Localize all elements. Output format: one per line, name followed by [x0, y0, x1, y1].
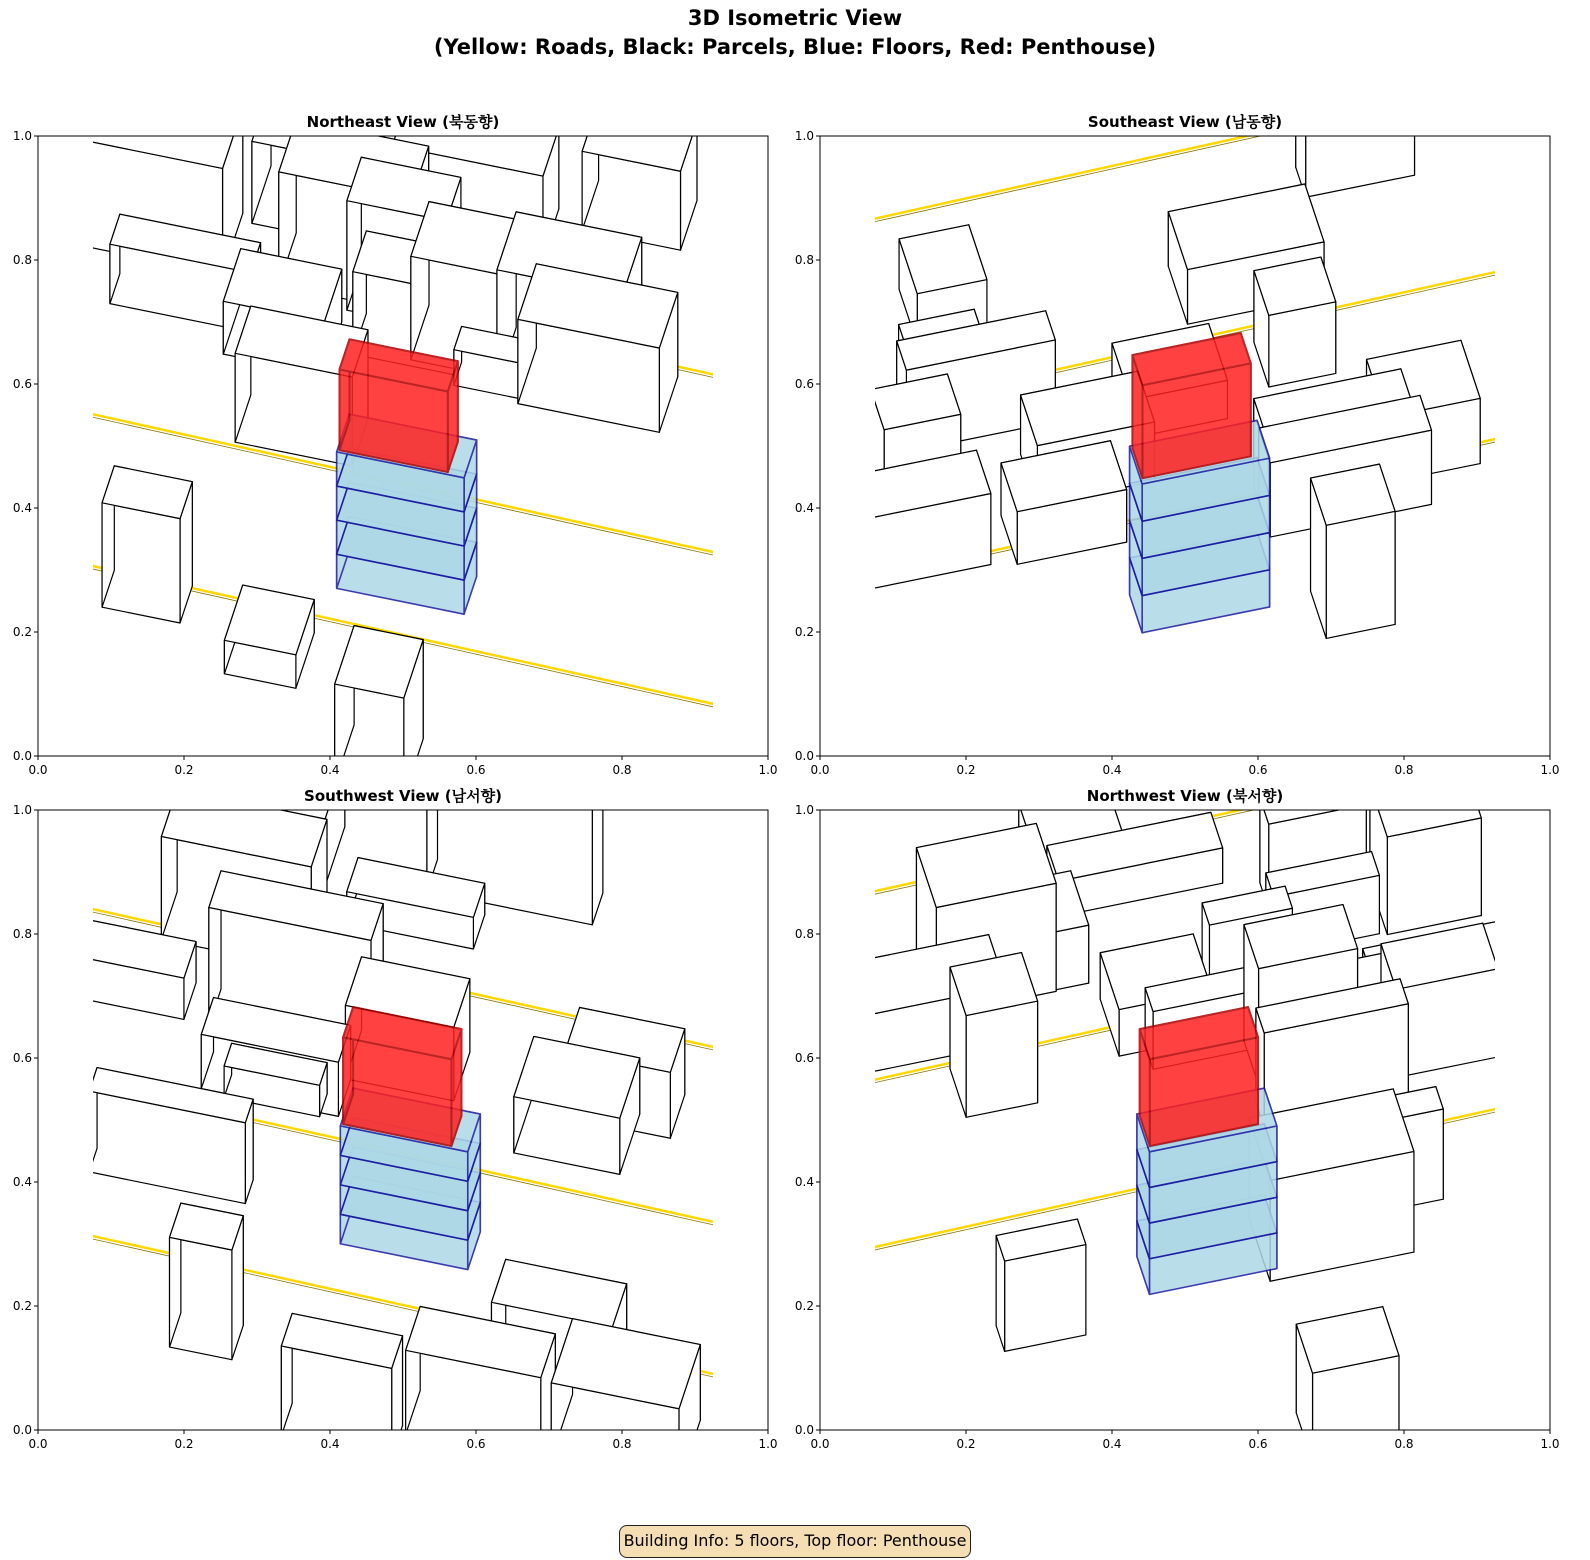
- y-tick-label: 0.4: [12, 501, 32, 515]
- x-tick-label: 0.0: [810, 763, 830, 777]
- y-tick-label: 0.4: [12, 1175, 32, 1189]
- penthouse-block: [1132, 333, 1250, 478]
- parcel-building: [281, 1313, 402, 1458]
- x-tick-label: 0.4: [320, 763, 340, 777]
- parcel-building: [518, 264, 678, 433]
- x-tick-label: 0.6: [466, 763, 486, 777]
- parcel-building: [582, 102, 697, 250]
- y-tick-label: 0.0: [794, 1423, 814, 1437]
- y-tick-label: 1.0: [12, 803, 32, 817]
- x-tick-label: 0.8: [612, 763, 632, 777]
- y-tick-label: 1.0: [794, 129, 814, 143]
- parcel-building: [1311, 464, 1396, 638]
- parcel-building: [102, 466, 192, 623]
- y-tick-label: 0.4: [794, 1175, 814, 1189]
- parcel-building: [1254, 257, 1336, 387]
- view-panel-4: [795, 752, 1560, 1462]
- x-tick-label: 0.8: [1394, 763, 1414, 777]
- x-tick-label: 1.0: [1540, 1437, 1560, 1451]
- parcel-building: [551, 1319, 700, 1485]
- y-tick-label: 1.0: [794, 803, 814, 817]
- panel-title: Northeast View (북동향): [306, 113, 500, 131]
- figure-title-line1: 3D Isometric View: [687, 6, 903, 30]
- y-tick-label: 0.4: [794, 501, 814, 515]
- view-panel-3: [13, 730, 778, 1485]
- x-tick-label: 1.0: [758, 1437, 778, 1451]
- building-info-text: Building Info: 5 floors, Top floor: Penthouse: [623, 1531, 967, 1550]
- parcel-building: [1370, 766, 1481, 935]
- panel-title: Southwest View (남서향): [304, 787, 502, 805]
- x-tick-label: 0.4: [1102, 763, 1122, 777]
- y-tick-label: 1.0: [12, 129, 32, 143]
- y-tick-label: 0.2: [794, 625, 814, 639]
- y-tick-label: 0.8: [794, 253, 814, 267]
- parcel-building: [224, 585, 314, 688]
- x-tick-label: 0.0: [810, 1437, 830, 1451]
- figure-title-line2: (Yellow: Roads, Black: Parcels, Blue: Floors, Red: Penthouse): [433, 35, 1157, 59]
- x-tick-label: 0.8: [612, 1437, 632, 1451]
- y-tick-label: 0.8: [794, 927, 814, 941]
- parcel-building: [335, 626, 423, 798]
- parcel-building: [1296, 1307, 1399, 1462]
- x-tick-label: 0.0: [28, 763, 48, 777]
- panel-title: Northwest View (북서향): [1086, 787, 1284, 805]
- y-tick-label: 0.2: [12, 625, 32, 639]
- x-tick-label: 0.4: [1102, 1437, 1122, 1451]
- building-info-box: [619, 1525, 971, 1558]
- y-tick-label: 0.6: [794, 377, 814, 391]
- y-tick-label: 0.0: [794, 749, 814, 763]
- parcel-building: [170, 1203, 244, 1360]
- scene-4: [832, 752, 1527, 1462]
- x-tick-label: 1.0: [758, 763, 778, 777]
- x-tick-label: 0.8: [1394, 1437, 1414, 1451]
- x-tick-label: 0.6: [1248, 763, 1268, 777]
- x-tick-label: 0.2: [956, 763, 976, 777]
- y-tick-label: 0.8: [12, 927, 32, 941]
- parcel-building: [1296, 50, 1415, 197]
- y-tick-label: 0.6: [794, 1051, 814, 1065]
- scene-3: [77, 730, 718, 1485]
- penthouse-block: [1140, 1007, 1258, 1146]
- view-panel-2: [795, 50, 1560, 777]
- parcel-building: [1001, 441, 1127, 565]
- parcel-building: [950, 953, 1038, 1118]
- x-tick-label: 0.6: [466, 1437, 486, 1451]
- y-tick-label: 0.0: [12, 749, 32, 763]
- y-tick-label: 0.0: [12, 1423, 32, 1437]
- x-tick-label: 0.6: [1248, 1437, 1268, 1451]
- parcel-building: [514, 1036, 640, 1174]
- x-tick-label: 0.2: [174, 1437, 194, 1451]
- scene-2: [844, 50, 1500, 638]
- x-tick-label: 0.0: [28, 1437, 48, 1451]
- x-tick-label: 0.2: [956, 1437, 976, 1451]
- panel-title: Southeast View (남동향): [1087, 113, 1283, 131]
- penthouse-block: [343, 1007, 461, 1146]
- y-tick-label: 0.2: [794, 1299, 814, 1313]
- y-tick-label: 0.6: [12, 1051, 32, 1065]
- x-tick-label: 0.2: [174, 763, 194, 777]
- x-tick-label: 0.4: [320, 1437, 340, 1451]
- y-tick-label: 0.2: [12, 1299, 32, 1313]
- penthouse-block: [339, 339, 457, 472]
- scene-1: [59, 74, 718, 797]
- x-tick-label: 1.0: [1540, 763, 1560, 777]
- parcel-building: [996, 1219, 1086, 1351]
- view-panel-1: [13, 74, 778, 797]
- parcel-building: [844, 450, 991, 591]
- y-tick-label: 0.6: [12, 377, 32, 391]
- y-tick-label: 0.8: [12, 253, 32, 267]
